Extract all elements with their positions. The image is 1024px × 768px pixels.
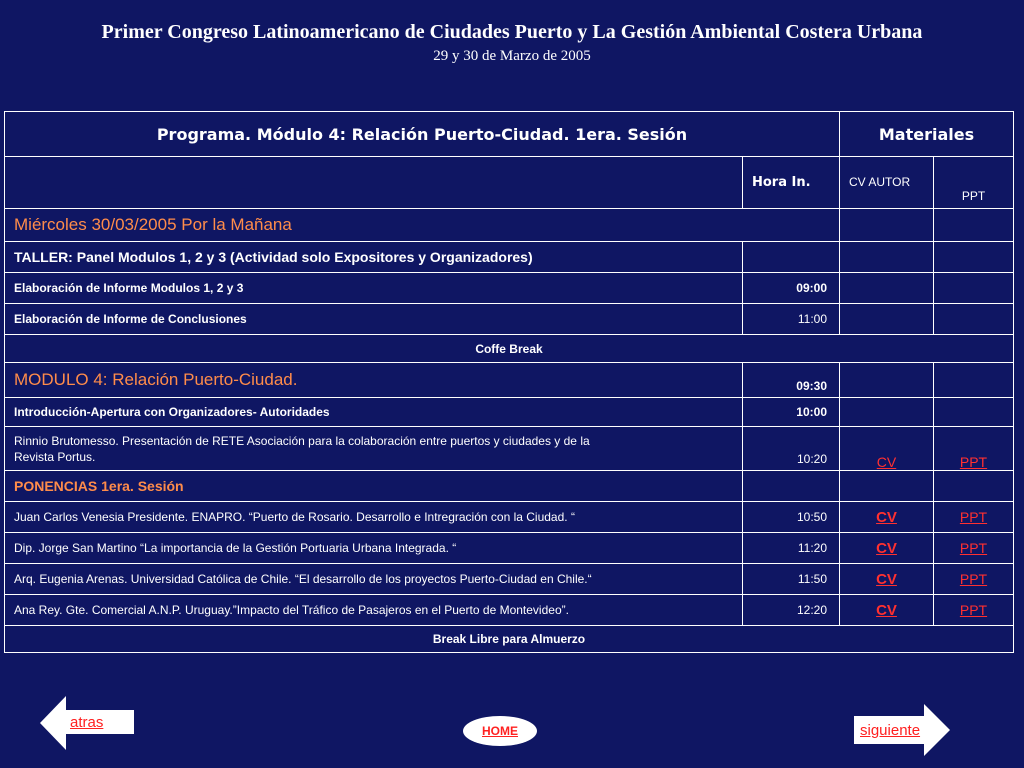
column-header-row (5, 157, 1014, 209)
empty-cell (5, 157, 743, 209)
talk-text: Ana Rey. Gte. Comercial A.N.P. Uruguay.”Impacto del Tráfico de Pasajeros en el Puerto de Montevideo”. (5, 595, 743, 626)
row-text: Elaboración de Informe de Conclusiones (5, 304, 743, 335)
taller-label: TALLER: Panel Modulos 1, 2 y 3 (Actividad solo Expositores y Organizadores) (5, 242, 743, 273)
row-text: Elaboración de Informe Modulos 1, 2 y 3 (5, 273, 743, 304)
talk-text: Arq. Eugenia Arenas. Universidad Católica de Chile. “El desarrollo de los proyectos Puerto-Ciudad en Chile.“ (5, 564, 743, 595)
row-time: 10:20 (743, 427, 840, 471)
ppt-link[interactable]: PPT (959, 571, 988, 587)
rinnio-text (5, 427, 743, 471)
row-time: 11:00 (743, 304, 840, 335)
table-row (5, 533, 1014, 564)
col-cv-autor: CV AUTOR (840, 157, 934, 209)
ponencias-label: PONENCIAS 1era. Sesión (5, 471, 743, 502)
cv-link[interactable]: CV (876, 601, 897, 619)
row-text: Introducción-Apertura con Organizadores- Autoridades (5, 398, 743, 427)
break-libre-row (5, 626, 1014, 653)
col-ppt-label: PPT (961, 189, 986, 203)
cv-link[interactable]: CV (876, 454, 897, 470)
back-button[interactable] (40, 696, 140, 750)
talk-time: 10:50 (743, 502, 840, 533)
program-table (4, 111, 1014, 653)
row-time: 09:00 (743, 273, 840, 304)
modulo-row (5, 363, 1014, 398)
ppt-link[interactable]: PPT (959, 509, 988, 525)
table-row (5, 427, 1014, 471)
table-row (5, 595, 1014, 626)
cv-link[interactable]: CV (876, 539, 897, 557)
talk-time: 11:20 (743, 533, 840, 564)
table-header-row (5, 112, 1014, 157)
ppt-link[interactable]: PPT (959, 540, 988, 556)
taller-row (5, 242, 1014, 273)
talk-time: 11:50 (743, 564, 840, 595)
next-link[interactable]: siguiente (860, 722, 921, 739)
talk-time: 12:20 (743, 595, 840, 626)
ponencias-row (5, 471, 1014, 502)
modulo-label: MODULO 4: Relación Puerto-Ciudad. (5, 363, 743, 398)
table-row (5, 273, 1014, 304)
materials-heading: Materiales (840, 112, 1014, 157)
home-label: HOME (482, 724, 518, 738)
col-ppt (934, 157, 1014, 209)
talk-text: Juan Carlos Venesia Presidente. ENAPRO. “Puerto de Rosario. Desarrollo e Intregración con la Ciudad. “ (5, 502, 743, 533)
row-time: 10:00 (743, 398, 840, 427)
cv-link[interactable]: CV (876, 508, 897, 526)
break-libre-label: Break Libre para Almuerzo (5, 626, 1014, 653)
coffee-row (5, 335, 1014, 363)
rinnio-line-2: Revista Portus. (14, 449, 96, 464)
day-row (5, 209, 1014, 242)
table-row (5, 502, 1014, 533)
table-row (5, 564, 1014, 595)
day-label: Miércoles 30/03/2005 Por la Mañana (5, 209, 840, 242)
talk-text: Dip. Jorge San Martino “La importancia de la Gestión Portuaria Urbana Integrada. “ (5, 533, 743, 564)
rinnio-line-1: Rinnio Brutomesso. Presentación de RETE Asociación para la colaboración entre puertos y ciudades y de la (14, 433, 590, 448)
col-hora: Hora In. (743, 157, 840, 209)
ppt-link[interactable]: PPT (959, 454, 988, 470)
ppt-link[interactable]: PPT (959, 602, 988, 618)
cv-link[interactable]: CV (876, 570, 897, 588)
table-row (5, 398, 1014, 427)
back-link[interactable]: atras (70, 714, 104, 731)
table-row (5, 304, 1014, 335)
home-button[interactable] (463, 716, 537, 746)
modulo-time: 09:30 (743, 363, 840, 398)
coffee-break-label: Coffe Break (5, 335, 1014, 363)
program-heading: Programa. Módulo 4: Relación Puerto-Ciudad. 1era. Sesión (5, 112, 840, 157)
page-subtitle: 29 y 30 de Marzo de 2005 (433, 48, 591, 64)
page-title: Primer Congreso Latinoamericano de Ciudades Puerto y La Gestión Ambiental Costera Urbana (101, 21, 923, 43)
next-button[interactable] (854, 704, 954, 756)
